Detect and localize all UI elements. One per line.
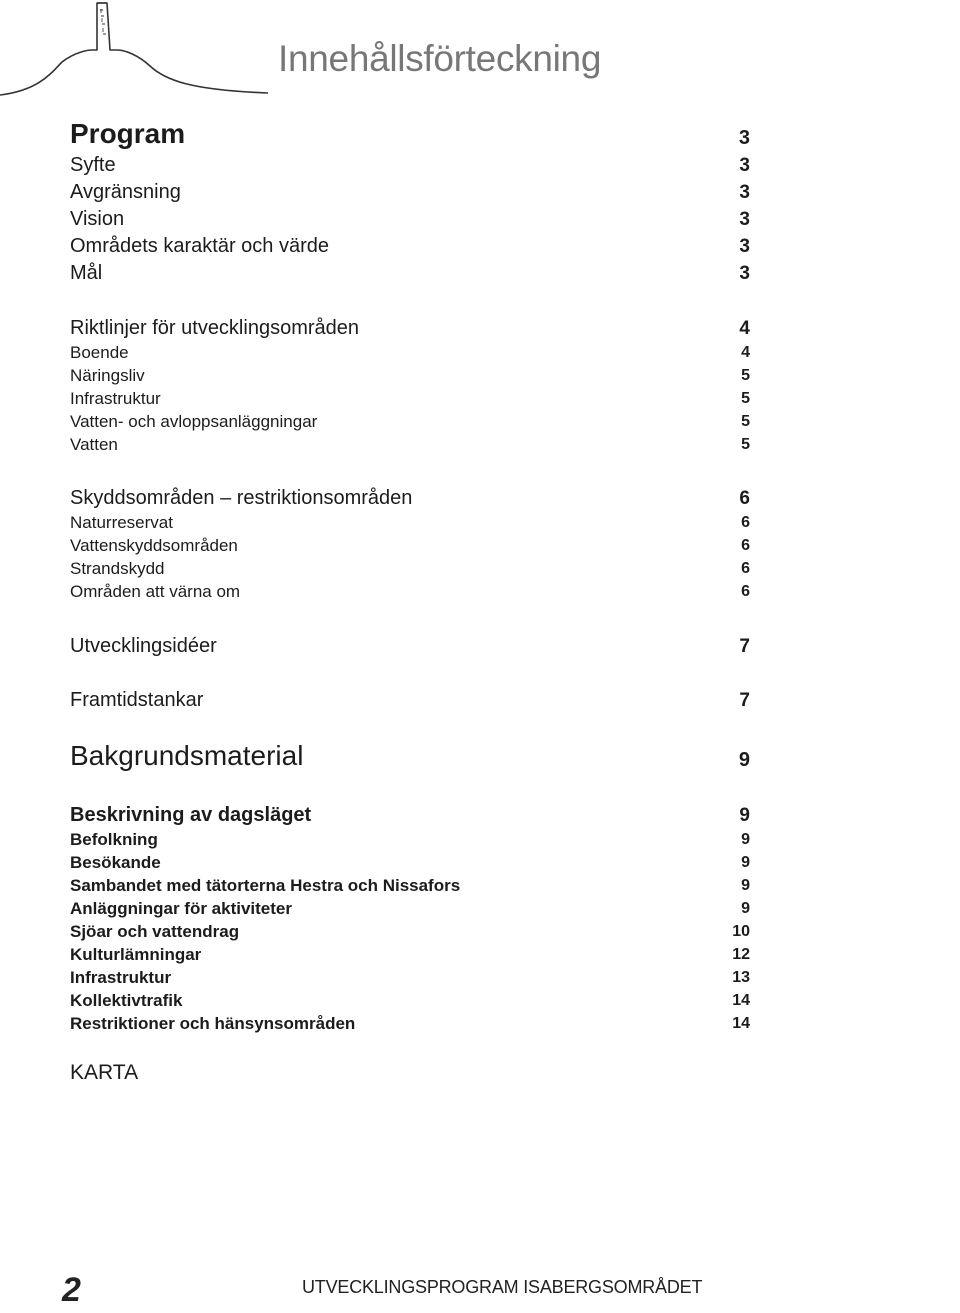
toc-entry-title: Anläggningar för aktiviteter: [70, 899, 292, 918]
toc-entry-page: 3: [739, 155, 750, 176]
toc-entry: [70, 1002, 750, 1032]
toc-entry-title: Vision: [70, 208, 125, 230]
toc-entry-title: Sambandet med tätorterna Hestra och Nissafors: [70, 876, 461, 895]
toc-entry-title: Kollektivtrafik: [70, 991, 183, 1010]
toc-entry-page: 13: [732, 969, 750, 986]
toc-entry-page: 6: [739, 488, 750, 509]
toc-entry-page: 7: [739, 690, 750, 711]
toc-entry-page: 6: [741, 514, 750, 531]
toc-entry-title: Kulturlämningar: [70, 945, 202, 964]
toc-entry-title: Bakgrundsmaterial: [70, 740, 304, 771]
toc-entry-page: 6: [741, 583, 750, 600]
toc-entry-title: Program: [70, 118, 186, 149]
toc-entry-title: Restriktioner och hänsynsområden: [70, 1014, 356, 1033]
toc-entry: [70, 226, 750, 256]
toc-entry-page: 3: [739, 263, 750, 284]
toc-entry: [70, 740, 750, 770]
toc-entry: [70, 145, 750, 175]
footer-title: UTVECKLINGSPROGRAM ISABERGSOMRÅDET: [302, 1277, 703, 1297]
toc-entry-page: 3: [739, 236, 750, 257]
toc-entry-title: Befolkning: [70, 830, 158, 849]
toc-entry-title: Utvecklingsidéer: [70, 635, 217, 657]
toc-entry-page: 5: [741, 367, 750, 384]
toc-entry: [70, 1053, 750, 1083]
toc-entry-page: 14: [732, 1015, 750, 1032]
toc-entry-page: 6: [741, 560, 750, 577]
toc-entry-page: 4: [739, 318, 750, 339]
toc-entry: [70, 118, 750, 148]
toc-entry-page: 3: [738, 127, 750, 149]
toc-entry-title: Beskrivning av dagsläget: [70, 804, 312, 826]
tower-hill-icon: [0, 0, 270, 100]
toc-entry-title: Riktlinjer för utvecklingsområden: [70, 317, 360, 339]
toc-entry-title: Näringsliv: [70, 366, 145, 385]
toc-entry-page: 9: [741, 900, 750, 917]
toc-entry-title: Framtidstankar: [70, 689, 204, 711]
toc-entry-page: 6: [741, 537, 750, 554]
toc-entry-title: Områdets karaktär och värde: [70, 235, 329, 257]
toc-entry: [70, 423, 750, 453]
toc-entry-page: 4: [741, 344, 750, 361]
toc-entry-title: KARTA: [70, 1061, 139, 1084]
toc-entry-title: Boende: [70, 343, 129, 362]
page-number: 2: [62, 1271, 81, 1309]
toc-entry-title: Sjöar och vattendrag: [70, 922, 240, 941]
toc-entry-page: 9: [741, 831, 750, 848]
toc-entry-title: Naturreservat: [70, 513, 173, 532]
toc-entry: [70, 253, 750, 283]
toc-entry: [70, 570, 750, 600]
toc-entry-title: Syfte: [70, 154, 116, 176]
toc-entry: [70, 172, 750, 202]
page-title: Innehållsförteckning: [278, 38, 602, 79]
toc-entry-title: Strandskydd: [70, 559, 165, 578]
toc-entry-page: 9: [741, 877, 750, 894]
toc-entry-page: 3: [739, 209, 750, 230]
toc-entry-page: 14: [732, 992, 750, 1009]
toc-entry-title: Besökande: [70, 853, 161, 872]
toc-entry-title: Områden att värna om: [70, 582, 241, 601]
toc-entry-title: Vatten: [70, 435, 118, 454]
toc-entry-title: Infrastruktur: [70, 968, 172, 987]
toc-entry-title: Avgränsning: [70, 181, 181, 203]
toc-entry-title: Vattenskyddsområden: [70, 536, 238, 555]
toc-entry-page: 12: [732, 946, 750, 963]
toc-entry-page: 7: [739, 636, 750, 657]
toc-entry-page: 5: [741, 413, 750, 430]
toc-entry: [70, 680, 750, 710]
toc-entry-title: Skyddsområden – restriktionsområden: [70, 487, 413, 509]
toc-entry-title: Vatten- och avloppsanläggningar: [70, 412, 318, 431]
toc-entry-page: 3: [739, 182, 750, 203]
toc-entry-page: 9: [738, 749, 750, 771]
toc-entry: [70, 626, 750, 656]
toc-entry-title: Mål: [70, 262, 103, 284]
toc-entry-page: 5: [741, 436, 750, 453]
toc-entry-title: Infrastruktur: [70, 389, 161, 408]
toc-entry: [70, 199, 750, 229]
toc-entry-page: 9: [739, 805, 750, 826]
toc-entry-page: 10: [732, 923, 750, 940]
toc-entry-page: 9: [741, 854, 750, 871]
toc-entry-page: 5: [741, 390, 750, 407]
